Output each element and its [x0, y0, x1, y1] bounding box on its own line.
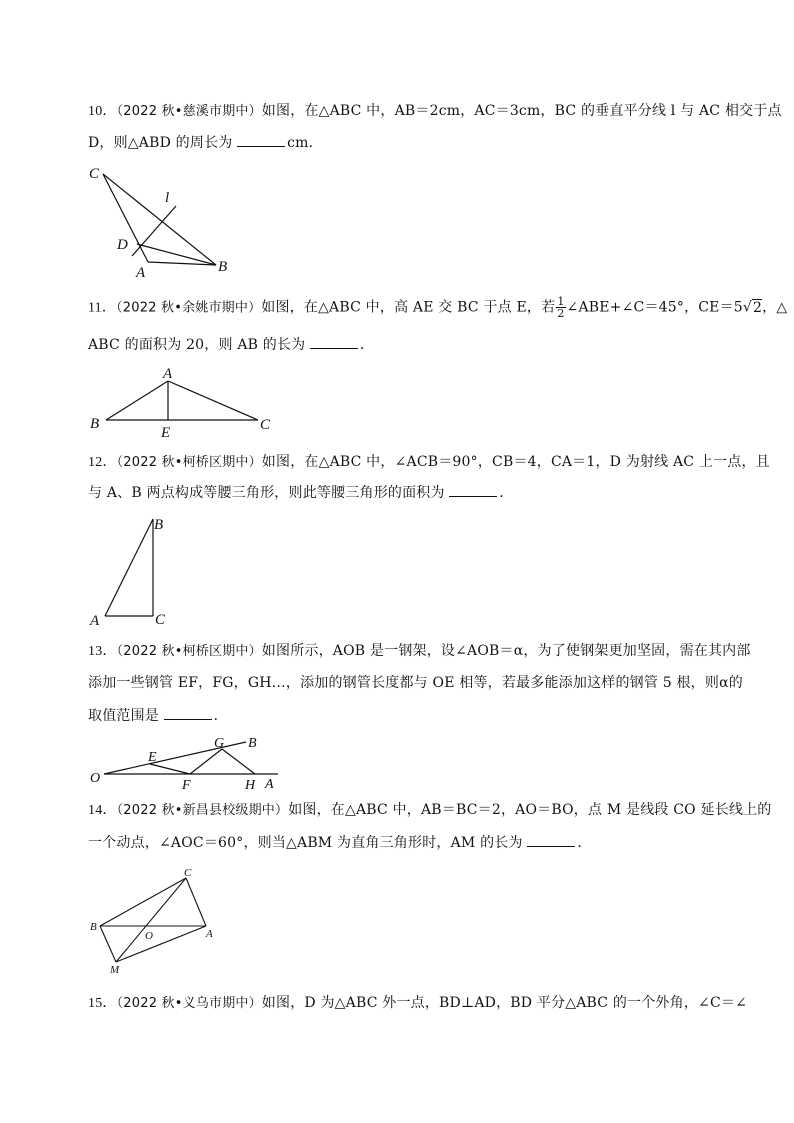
- problem-number: 15．: [88, 996, 117, 1011]
- segment-ca: [186, 878, 206, 926]
- problem-13-line-2: [88, 674, 743, 692]
- tube-fg: [190, 749, 222, 774]
- problem-number: 14．: [88, 803, 117, 818]
- problem-text: cm．: [287, 135, 323, 151]
- answer-blank[interactable]: [237, 134, 285, 147]
- label-c: C: [260, 417, 271, 433]
- label-m: M: [110, 964, 120, 976]
- problem-12-line-2: [88, 484, 514, 502]
- problem-13-line-3: [88, 707, 228, 725]
- segment-db: [137, 244, 216, 265]
- problem-source: （2022 秋•义乌市期中）: [116, 996, 262, 1011]
- segment-ma: [116, 926, 206, 962]
- segment-ab: [106, 381, 168, 420]
- tube-gh: [222, 749, 255, 774]
- answer-blank[interactable]: [527, 834, 575, 847]
- problem-text: D，则△ABD 的周长为: [88, 135, 238, 151]
- label-c: C: [89, 166, 100, 182]
- problem-source: （2022 秋•慈溪市期中）: [116, 104, 262, 119]
- problem-text: ．: [213, 708, 228, 724]
- tube-ef: [150, 764, 190, 774]
- problem-text: 添加一些钢管 EF，FG，GH…，添加的钢管长度都与 OE 相等，若最多能添加这样的钢管 5 根，则α的: [88, 675, 743, 691]
- segment-bc: [100, 878, 186, 926]
- problem-13-line-1: [88, 642, 751, 661]
- problem-source: （2022 秋•柯桥区期中）: [116, 455, 262, 470]
- problem-text: 如图，在△ABC 中，AB＝BC＝2，AO＝BO，点 M 是线段 CO 延长线上的: [288, 802, 772, 818]
- problem-number: 10．: [88, 104, 117, 119]
- label-a: A: [206, 928, 213, 940]
- segment-ab: [148, 262, 216, 265]
- problem-text: 如图，在△ABC 中，AB＝2cm，AC＝3cm，BC 的垂直平分线 l 与 AC 相交于点: [261, 103, 782, 119]
- problem-text: ，△: [762, 299, 788, 316]
- label-b: B: [90, 921, 97, 933]
- problem-text: 如图，D 为△ABC 外一点，BD⊥AD，BD 平分△ABC 的一个外角，∠C＝∠: [261, 995, 747, 1011]
- label-b: B: [248, 736, 257, 751]
- answer-blank[interactable]: [164, 707, 212, 720]
- label-b: B: [154, 517, 164, 533]
- label-a: A: [163, 366, 173, 382]
- problem-text: ．: [360, 337, 375, 353]
- label-c: C: [184, 867, 192, 879]
- label-b: B: [218, 259, 228, 275]
- problem-number: 12．: [88, 455, 117, 470]
- perpendicular-bisector-l: [132, 206, 176, 256]
- label-f: F: [182, 778, 191, 793]
- problem-15-line-1: [88, 994, 747, 1013]
- answer-blank[interactable]: [449, 484, 497, 497]
- segment-cb: [103, 174, 216, 265]
- problem-11-line-2: [88, 336, 374, 354]
- problem-text: 如图，在△ABC 中，∠ACB＝90°，CB＝4，CA＝1，D 为射线 AC 上一点，且: [261, 454, 770, 470]
- problem-text: 取值范围是: [88, 708, 164, 724]
- segment-ac: [168, 381, 258, 420]
- sqrt-sign: √: [742, 299, 753, 316]
- problem-text: ．: [499, 485, 514, 501]
- label-a: A: [136, 265, 146, 281]
- problem-text: ．: [577, 835, 592, 851]
- problem-source: （2022 秋•余姚市期中）: [116, 300, 262, 316]
- label-c: C: [155, 612, 166, 628]
- problem-text: 与 A、B 两点构成等腰三角形，则此等腰三角形的面积为: [88, 485, 450, 501]
- label-a: A: [265, 777, 274, 792]
- label-h: H: [245, 778, 256, 793]
- label-d: D: [117, 237, 128, 253]
- segment-ab: [105, 519, 153, 616]
- problem-source: （2022 秋•新昌县校级期中）: [116, 803, 289, 818]
- label-e: E: [148, 750, 157, 765]
- sqrt-value: 2: [753, 299, 763, 316]
- label-o: O: [90, 771, 101, 786]
- segment-cm: [116, 878, 186, 962]
- problem-text: 如图所示，AOB 是一钢架，设∠AOB＝α，为了使钢架更加坚固，需在其内部: [261, 643, 751, 659]
- label-g: G: [214, 736, 225, 751]
- ray-ob: [104, 742, 246, 774]
- problem-source: （2022 秋•柯桥区期中）: [116, 644, 262, 659]
- segment-bm: [100, 926, 116, 962]
- problem-11-line-1: [88, 296, 787, 319]
- label-e: E: [161, 425, 171, 441]
- label-a: A: [90, 613, 100, 629]
- segment-ca: [103, 174, 148, 262]
- label-o: O: [145, 930, 153, 942]
- answer-blank[interactable]: [310, 336, 358, 349]
- problem-number: 13．: [88, 644, 117, 659]
- label-b: B: [90, 416, 100, 432]
- problem-12-line-1: [88, 453, 770, 472]
- problem-10-line-1: [88, 102, 782, 121]
- label-l: l: [165, 190, 170, 206]
- problem-14-line-2: [88, 834, 592, 852]
- problem-text: ABC 的面积为 20，则 AB 的长为: [88, 337, 311, 353]
- problem-text: 如图，在△ABC 中，高 AE 交 BC 于点 E，若: [261, 299, 556, 316]
- problem-14-line-1: [88, 801, 772, 820]
- problem-text: 一个动点，∠AOC＝60°，则当△ABM 为直角三角形时，AM 的长为: [88, 835, 528, 851]
- problem-10-line-2: [88, 134, 323, 152]
- fraction: $\frac{1}{2}$: [557, 295, 565, 320]
- problem-number: 11．: [88, 300, 117, 316]
- problem-text: ∠ABE+∠C＝45°，CE＝5: [566, 299, 743, 316]
